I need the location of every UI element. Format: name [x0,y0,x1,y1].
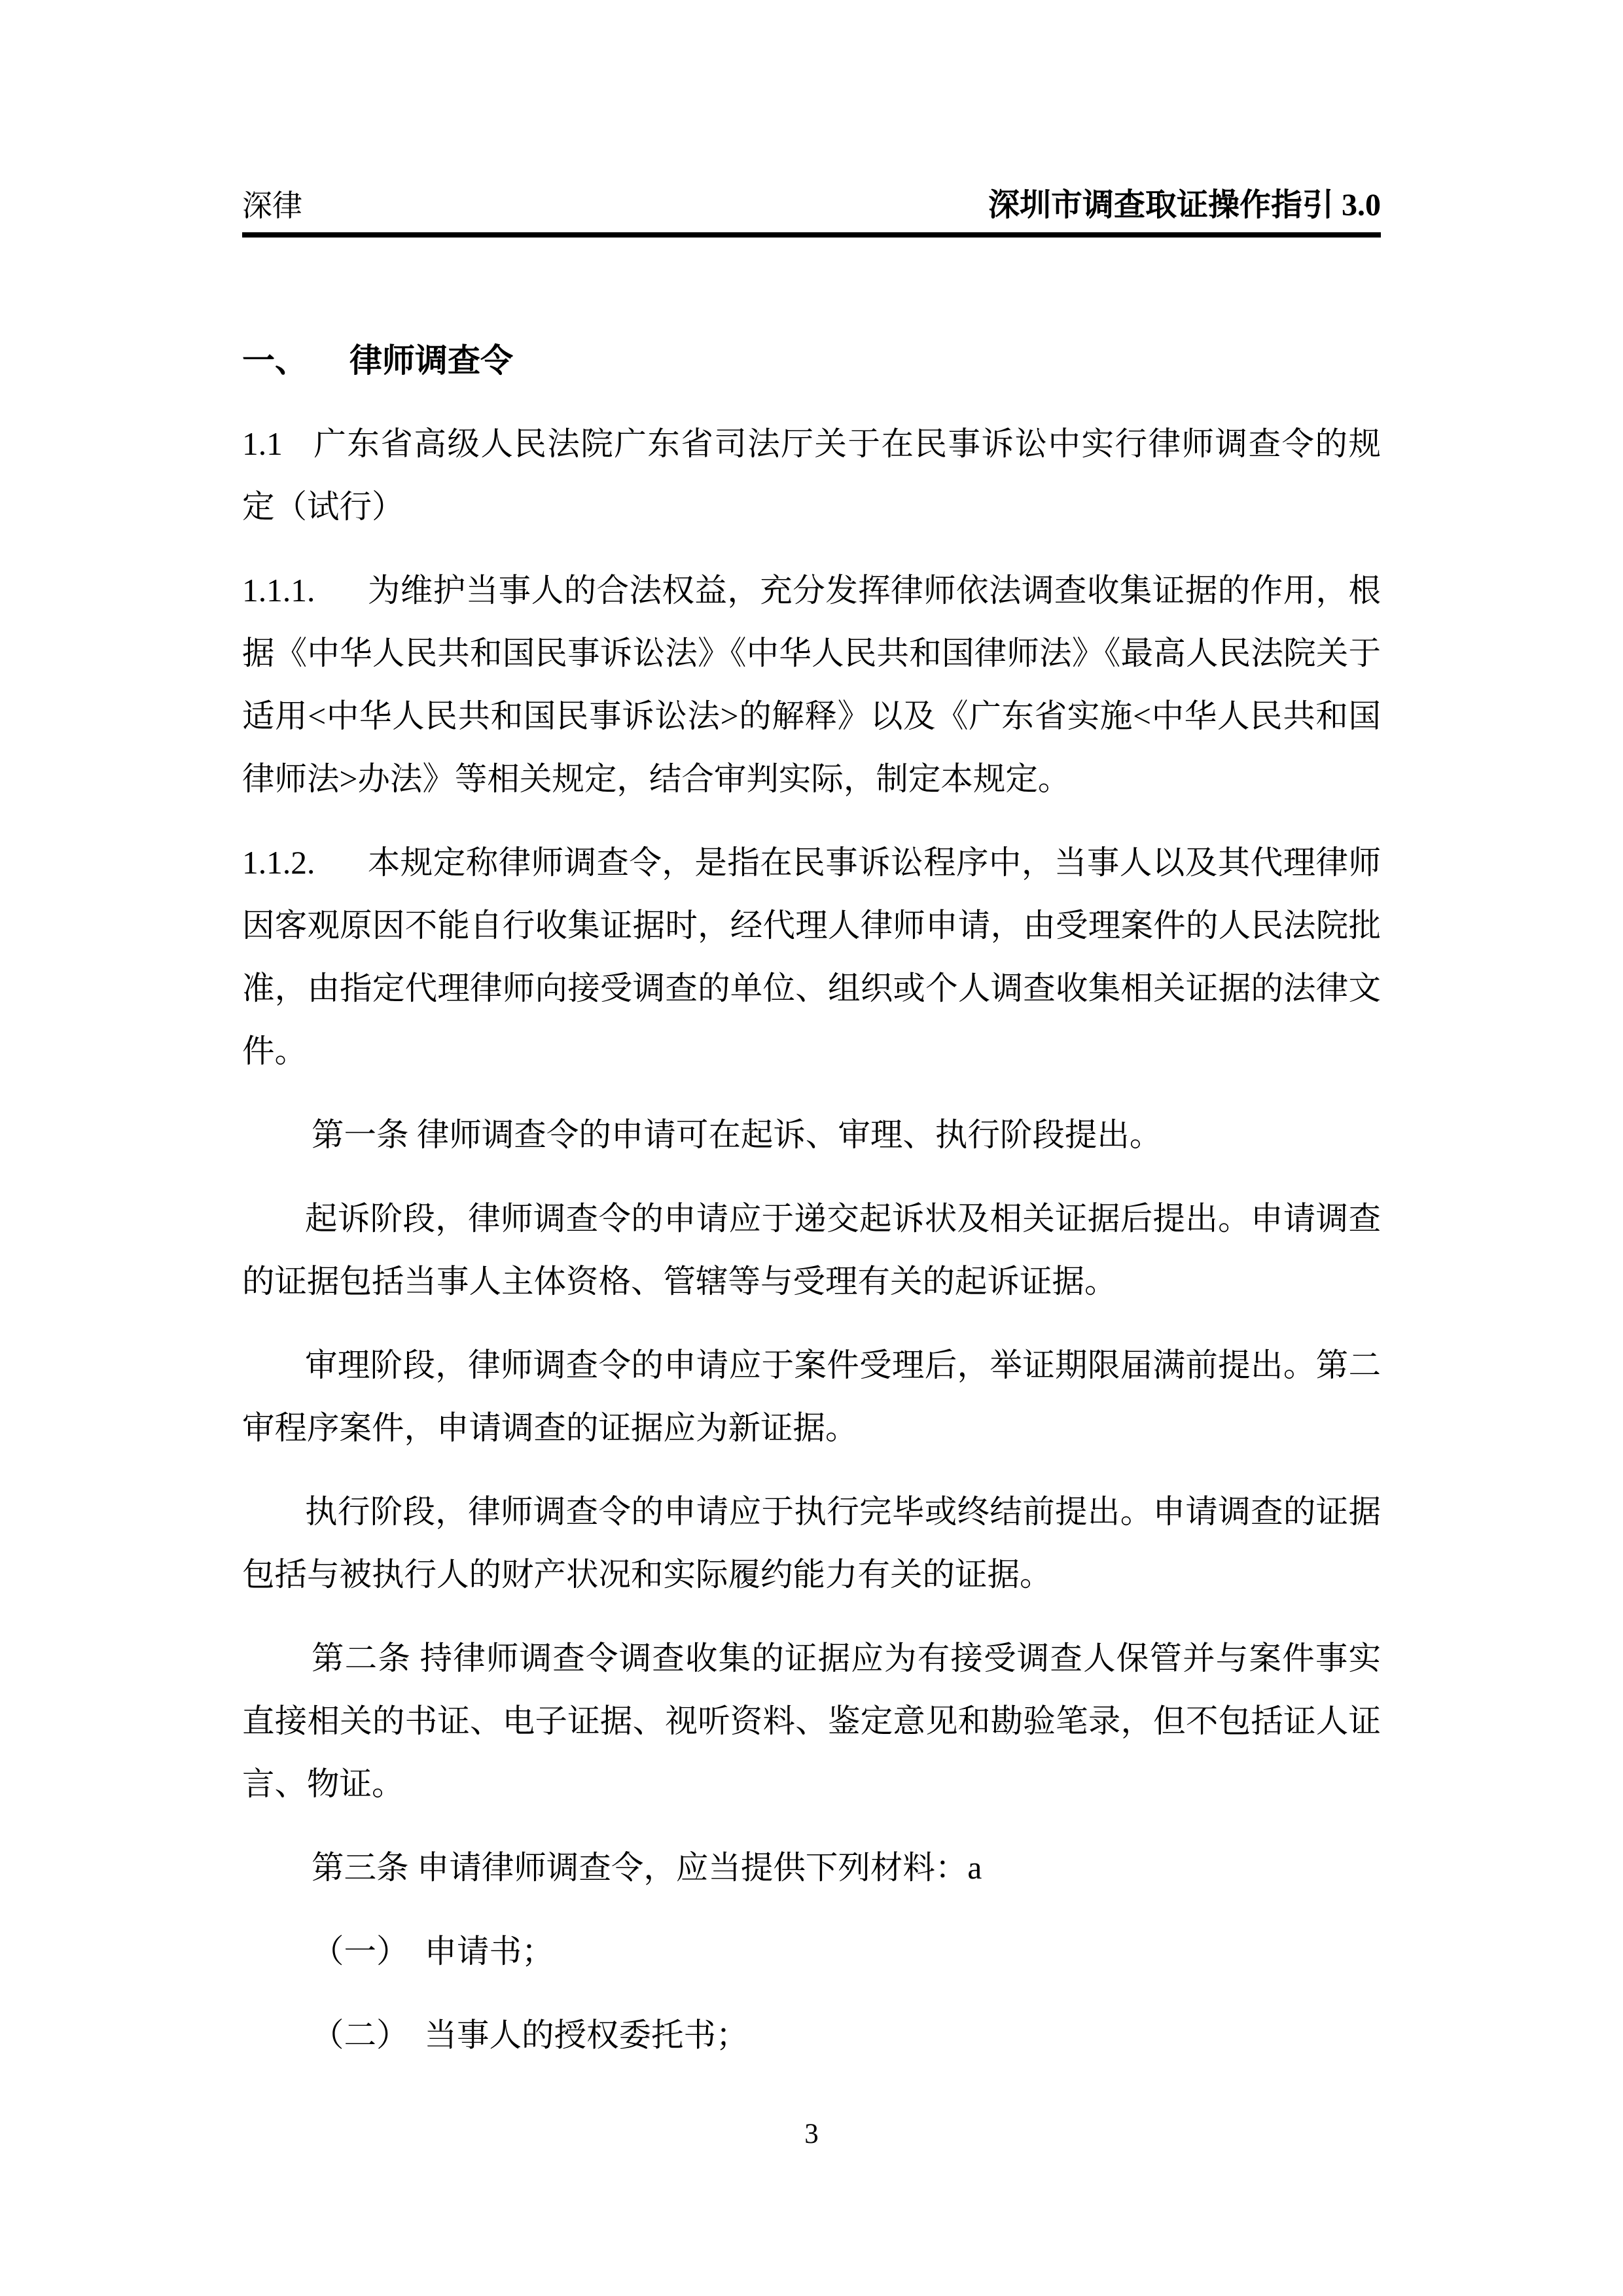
paragraph-text: 本规定称律师调查令，是指在民事诉讼程序中，当事人以及其代理律师因客观原因不能自行收集证据时，经代理人律师申请，由受理案件的人民法院批准，由指定代理律师向接受调查的单位、组织或个人调查收集相关证据的法律文件。 [242,844,1381,1069]
paragraph-text: 广东省高级人民法院广东省司法厅关于在民事诉讼中实行律师调查令的规定（试行） [242,425,1381,525]
list-item-1 [242,1920,1381,1983]
paragraph-number: 1.1 [242,425,283,462]
paragraph-1-1-1 [242,559,1381,811]
list-item-text: 当事人的授权委托书； [424,2017,749,2053]
paragraph-filing-stage: 起诉阶段，律师调查令的申请应于递交起诉状及相关证据后提出。申请调查的证据包括当事人主体资格、管辖等与受理有关的起诉证据。 [242,1200,1381,1299]
paragraph-article-1: 第一条 律师调查令的申请可在起诉、审理、执行阶段提出。 [312,1116,1162,1153]
list-item-number: （一） [312,1933,409,1969]
list-item-2 [242,2004,1381,2067]
paragraph-number: 1.1.2. [242,844,315,881]
paragraph-enforcement-stage: 执行阶段，律师调查令的申请应于执行完毕或终结前提出。申请调查的证据包括与被执行人的财产状况和实际履约能力有关的证据。 [242,1493,1381,1593]
document-body [242,329,1381,2067]
paragraph-article-3: 第三条 申请律师调查令，应当提供下列材料：a [312,1849,982,1886]
section-heading-number: 一、 [242,342,308,379]
firm-logo: 深律 [242,189,302,223]
paragraph-number: 1.1.1. [242,572,315,609]
document-title: 深圳市调查取证操作指引 3.0 [988,188,1381,222]
section-heading [242,329,1381,392]
paragraph-1-1-2 [242,832,1381,1083]
paragraph-article-2: 第二条 持律师调查令调查收集的证据应为有接受调查人保管并与案件事实直接相关的书证、电子证据、视听资料、鉴定意见和勘验笔录，但不包括证人证言、物证。 [242,1640,1381,1802]
section-heading-title: 律师调查令 [349,342,513,379]
page-number: 3 [804,2119,819,2149]
list-item-number: （二） [312,2017,409,2053]
paragraph-trial-stage: 审理阶段，律师调查令的申请应于案件受理后，举证期限届满前提出。第二审程序案件，申请调查的证据应为新证据。 [242,1347,1381,1446]
header-rule [242,232,1381,238]
list-item-text: 申请书； [424,1933,554,1969]
page-header [242,0,1381,223]
paragraph-1-1 [242,413,1381,539]
paragraph-text: 为维护当事人的合法权益，充分发挥律师依法调查收集证据的作用，根据《中华人民共和国民事诉讼法》《中华人民共和国律师法》《最高人民法院关于适用<中华人民共和国民事诉讼法>的解释》以及《广东省实施<中华人民共和国律师法>办法》等相关规定，结合审判实际，制定本规定。 [242,572,1381,797]
